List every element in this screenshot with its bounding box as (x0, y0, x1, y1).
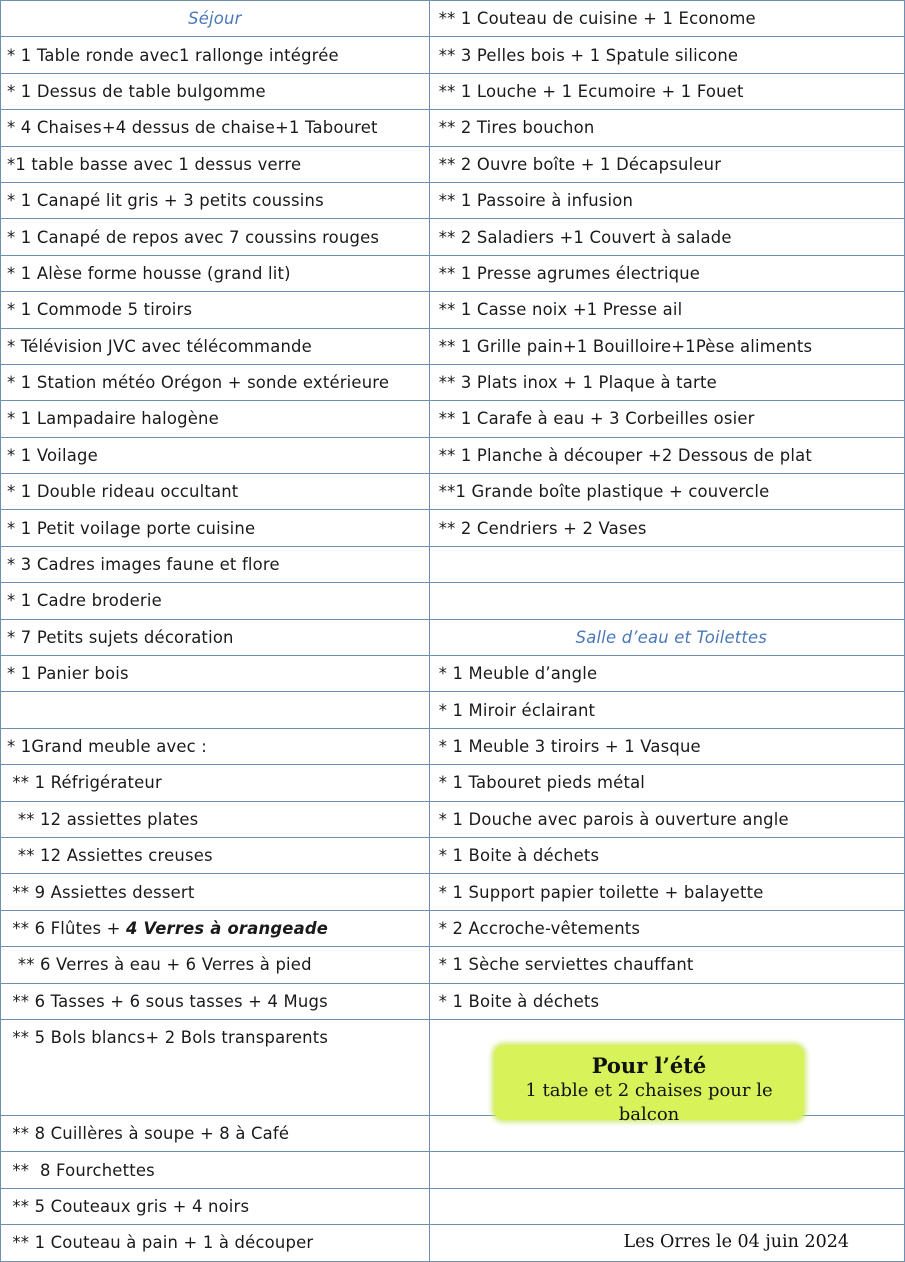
left-item: ** 8 Fourchettes (1, 1152, 430, 1188)
flutes-text: ** 6 Flûtes + (7, 918, 127, 938)
left-item-empty (1, 692, 430, 728)
right-item: ** 3 Plats inox + 1 Plaque à tarte (429, 364, 904, 400)
left-item: ** 9 Assiettes dessert (1, 874, 430, 910)
left-item-flutes (1, 910, 430, 946)
summer-note-title: Pour l’été (591, 1053, 707, 1078)
left-item: ** 5 Bols blancs+ 2 Bols transparents (1, 1019, 430, 1115)
bath-item: * 1 Tabouret pieds métal (429, 765, 904, 801)
bath-item: * 1 Douche avec parois à ouverture angle (429, 801, 904, 837)
left-item: * 3 Cadres images faune et flore (1, 546, 430, 582)
left-item: ** 1 Couteau à pain + 1 à découper (1, 1225, 430, 1261)
left-item: * 1 Petit voilage porte cuisine (1, 510, 430, 546)
right-item: ** 1 Couteau de cuisine + 1 Econome (429, 1, 904, 37)
left-item: * 7 Petits sujets décoration (1, 619, 430, 655)
right-item-empty (429, 1188, 904, 1224)
left-item: * Télévision JVC avec télécommande (1, 328, 430, 364)
left-item: *1 table basse avec 1 dessus verre (1, 146, 430, 182)
summer-note (494, 1045, 804, 1125)
right-item: ** 2 Cendriers + 2 Vases (429, 510, 904, 546)
sejour-header: Séjour (1, 1, 430, 37)
summer-note-text: 1 table et 2 chaises pour le balcon (525, 1080, 773, 1125)
bath-item: * 1 Boite à déchets (429, 837, 904, 873)
right-item: ** 1 Carafe à eau + 3 Corbeilles osier (429, 401, 904, 437)
left-item: ** 12 assiettes plates (1, 801, 430, 837)
left-item: * 1 Station météo Orégon + sonde extérieure (1, 364, 430, 400)
right-item: ** 1 Casse noix +1 Presse ail (429, 292, 904, 328)
right-item: ** 2 Tires bouchon (429, 110, 904, 146)
left-item: * 1 Alèse forme housse (grand lit) (1, 255, 430, 291)
left-item: * 1Grand meuble avec : (1, 728, 430, 764)
left-item: * 1 Commode 5 tiroirs (1, 292, 430, 328)
flutes-emphasis: 4 Verres à orangeade (126, 918, 329, 938)
left-item: ** 12 Assiettes creuses (1, 837, 430, 873)
bath-item: * 1 Boite à déchets (429, 983, 904, 1019)
right-item: ** 3 Pelles bois + 1 Spatule silicone (429, 37, 904, 73)
left-item: ** 6 Tasses + 6 sous tasses + 4 Mugs (1, 983, 430, 1019)
bath-item: * 1 Sèche serviettes chauffant (429, 947, 904, 983)
left-item: * 1 Lampadaire halogène (1, 401, 430, 437)
right-item-empty (429, 583, 904, 619)
left-item: * 1 Double rideau occultant (1, 474, 430, 510)
left-item: * 4 Chaises+4 dessus de chaise+1 Tabouret (1, 110, 430, 146)
right-item: ** 1 Louche + 1 Ecumoire + 1 Fouet (429, 73, 904, 109)
right-item: ** 1 Presse agrumes électrique (429, 255, 904, 291)
right-item: **1 Grande boîte plastique + couvercle (429, 474, 904, 510)
left-item: ** 8 Cuillères à soupe + 8 à Café (1, 1115, 430, 1151)
left-item: * 1 Table ronde avec1 rallonge intégrée (1, 37, 430, 73)
bath-item: * 1 Meuble 3 tiroirs + 1 Vasque (429, 728, 904, 764)
left-item: * 1 Voilage (1, 437, 430, 473)
bath-item: * 1 Support papier toilette + balayette (429, 874, 904, 910)
left-item: * 1 Dessus de table bulgomme (1, 73, 430, 109)
bath-item: * 2 Accroche-vêtements (429, 910, 904, 946)
right-item-empty (429, 546, 904, 582)
right-item: ** 1 Planche à découper +2 Dessous de plat (429, 437, 904, 473)
right-item-empty (429, 1152, 904, 1188)
bath-item: * 1 Meuble d’angle (429, 656, 904, 692)
right-item: ** 2 Saladiers +1 Couvert à salade (429, 219, 904, 255)
left-item: * 1 Canapé lit gris + 3 petits coussins (1, 182, 430, 218)
left-item: * 1 Canapé de repos avec 7 coussins rouges (1, 219, 430, 255)
right-item: ** 1 Passoire à infusion (429, 182, 904, 218)
left-item: ** 1 Réfrigérateur (1, 765, 430, 801)
left-item: ** 5 Couteaux gris + 4 noirs (1, 1188, 430, 1224)
bath-header: Salle d’eau et Toilettes (429, 619, 904, 655)
bath-item: * 1 Miroir éclairant (429, 692, 904, 728)
date-signature: Les Orres le 04 juin 2024 (623, 1232, 849, 1252)
left-item: * 1 Cadre broderie (1, 583, 430, 619)
right-item: ** 2 Ouvre boîte + 1 Décapsuleur (429, 146, 904, 182)
left-item: ** 6 Verres à eau + 6 Verres à pied (1, 947, 430, 983)
left-item: * 1 Panier bois (1, 656, 430, 692)
right-item: ** 1 Grille pain+1 Bouilloire+1Pèse aliments (429, 328, 904, 364)
